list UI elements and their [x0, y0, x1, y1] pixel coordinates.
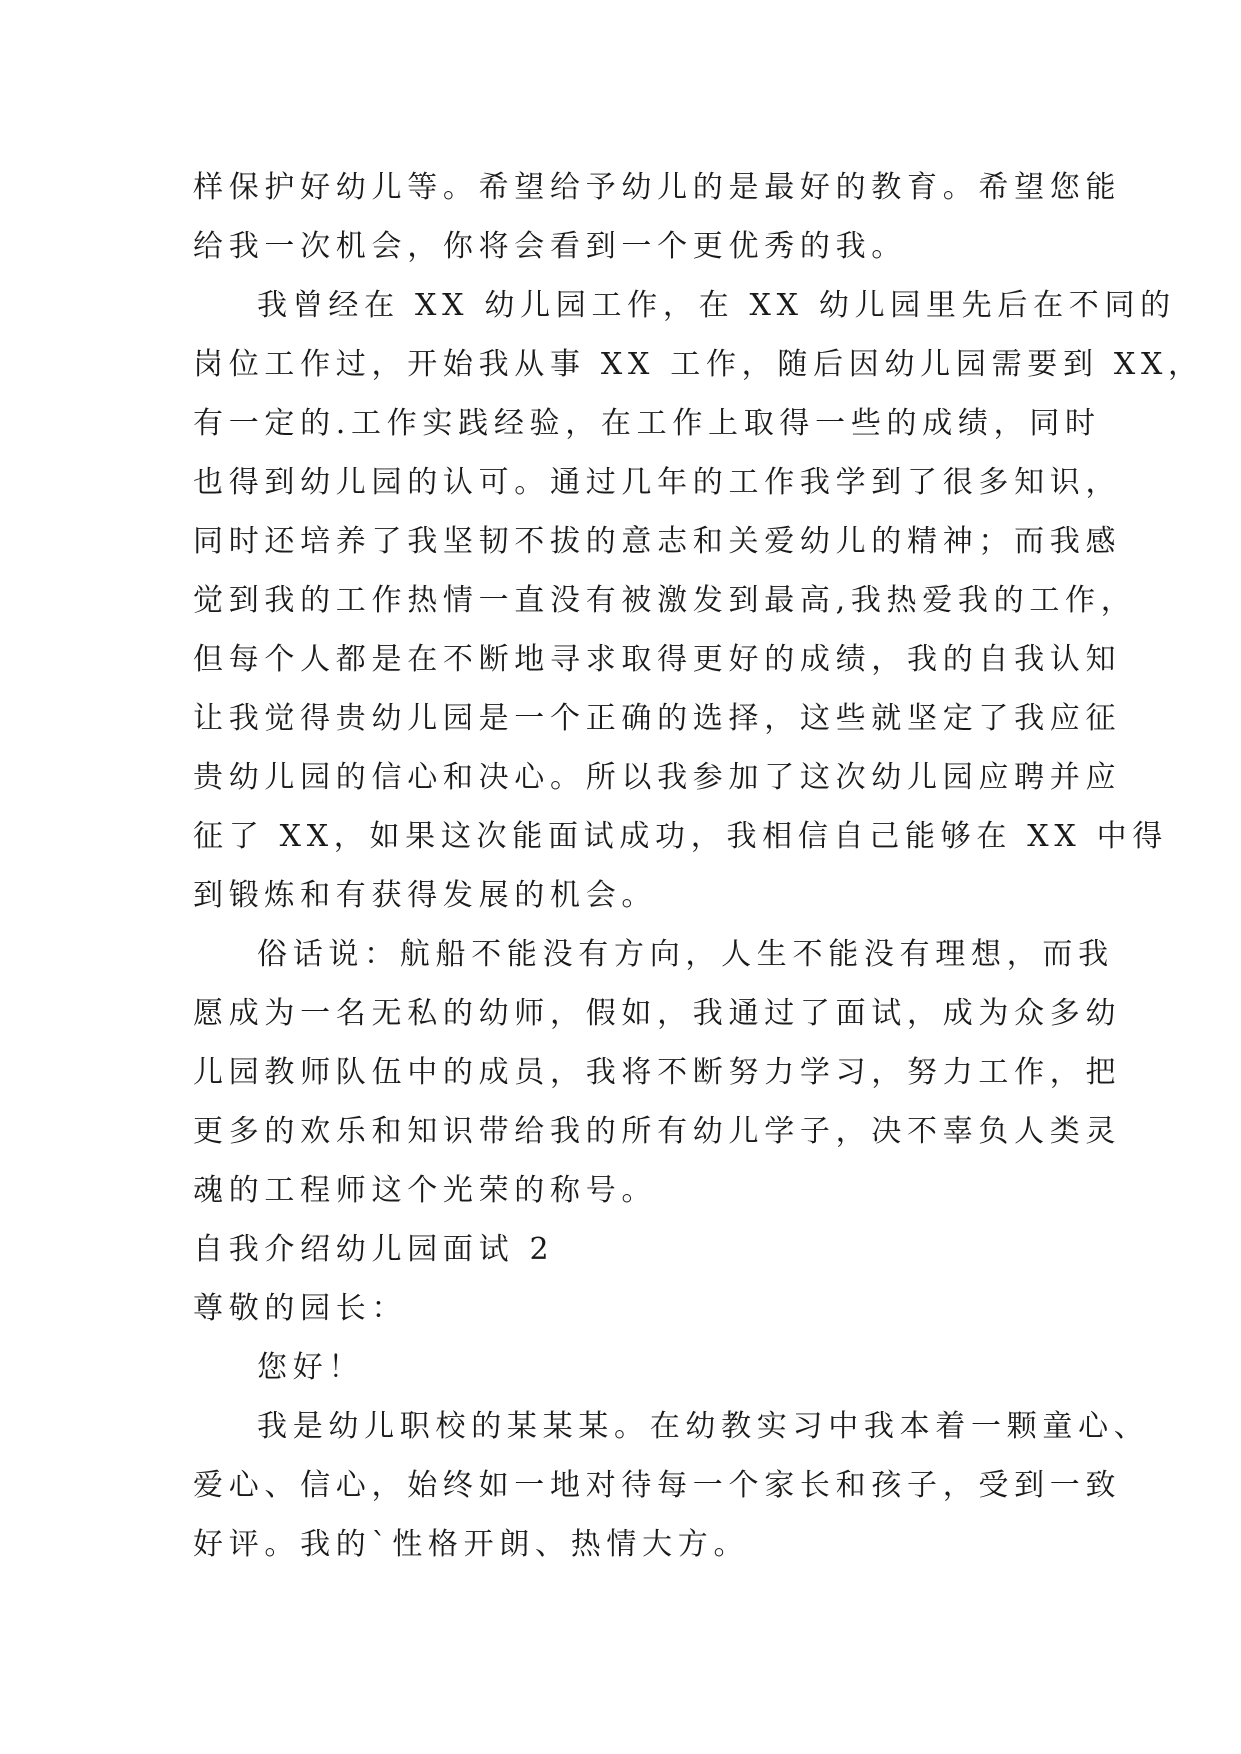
text-line: 觉到我的工作热情一直没有被激发到最高,我热爱我的工作，: [193, 583, 1137, 618]
text-line: 儿园教师队伍中的成员，我将不断努力学习，努力工作，把: [193, 1055, 1122, 1090]
section-heading: 自我介绍幼儿园面试 2: [193, 1232, 555, 1267]
text-line: 有一定的.工作实践经验，在工作上取得一些的成绩，同时: [193, 406, 1101, 441]
text-line: 我曾经在 XX 幼儿园工作，在 XX 幼儿园里先后在不同的: [257, 288, 1176, 323]
document-body: [193, 158, 1204, 1574]
text-line: 贵幼儿园的信心和决心。所以我参加了这次幼儿园应聘并应: [193, 760, 1122, 795]
text-line: 但每个人都是在不断地寻求取得更好的成绩，我的自我认知: [193, 642, 1122, 677]
text-line: 更多的欢乐和知识带给我的所有幼儿学子，决不辜负人类灵: [193, 1114, 1122, 1149]
text-line: 俗话说：航船不能没有方向，人生不能没有理想，而我: [257, 937, 1114, 972]
text-line: 让我觉得贵幼儿园是一个正确的选择，这些就坚定了我应征: [193, 701, 1122, 736]
salutation: 尊敬的园长：: [193, 1291, 408, 1326]
text-line: 同时还培养了我坚韧不拔的意志和关爱幼儿的精神；而我感: [193, 524, 1122, 559]
text-line: 我是幼儿职校的某某某。在幼教实习中我本着一颗童心、: [257, 1409, 1150, 1444]
text-line: 征了 XX，如果这次能面试成功，我相信自己能够在 XX 中得: [193, 819, 1169, 854]
text-line: 魂的工程师这个光荣的称号。: [193, 1173, 658, 1208]
greeting: 您好！: [257, 1350, 365, 1385]
text-line: 到锻炼和有获得发展的机会。: [193, 878, 658, 913]
text-line: 给我一次机会，你将会看到一个更优秀的我。: [193, 229, 907, 264]
text-line: 爱心、信心，始终如一地对待每一个家长和孩子，受到一致: [193, 1468, 1122, 1503]
text-line: 好评。我的`性格开朗、热情大方。: [193, 1527, 750, 1562]
text-line: 愿成为一名无私的幼师，假如，我通过了面试，成为众多幼: [193, 996, 1122, 1031]
text-line: 岗位工作过，开始我从事 XX 工作，随后因幼儿园需要到 XX，: [193, 347, 1204, 382]
text-line: 也得到幼儿园的认可。通过几年的工作我学到了很多知识，: [193, 465, 1122, 500]
text-line: 样保护好幼儿等。希望给予幼儿的是最好的教育。希望您能: [193, 170, 1122, 205]
